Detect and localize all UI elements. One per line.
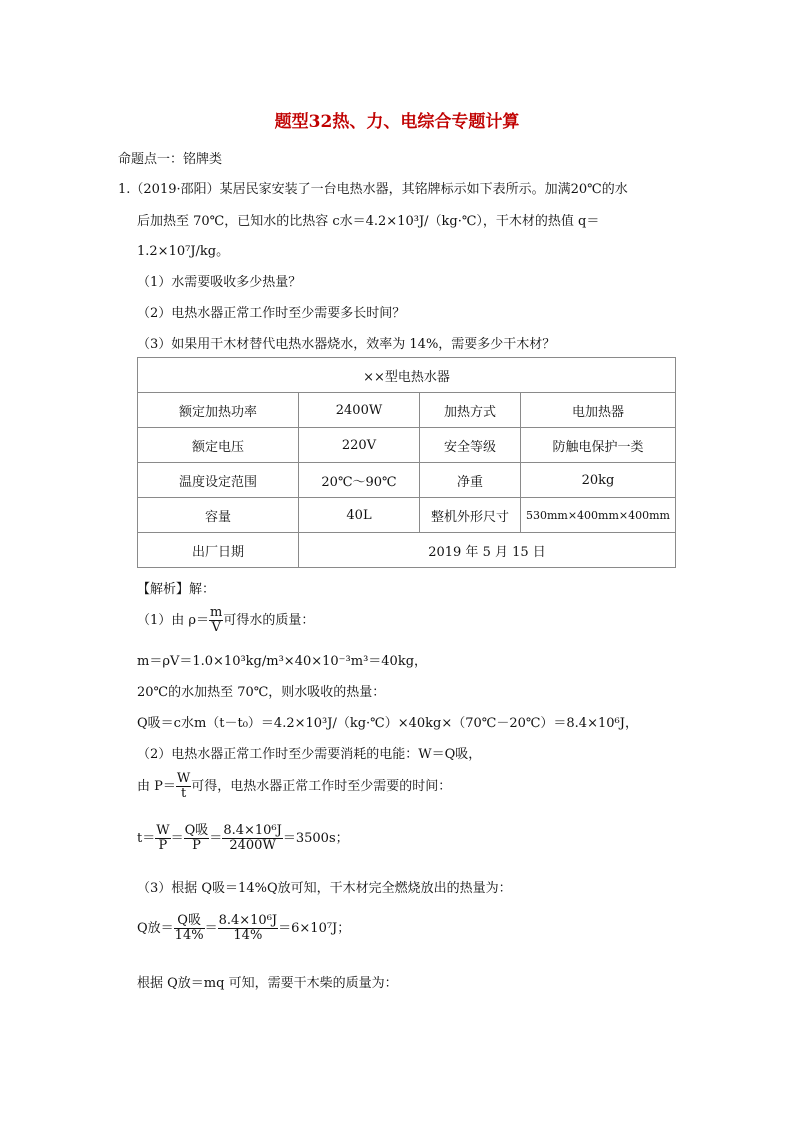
sub-question-1: （1）水需要吸收多少热量？ bbox=[137, 275, 302, 290]
solution-p1-prefix: （1）由 ρ＝ bbox=[137, 613, 210, 628]
table-cell: 40L bbox=[299, 498, 420, 533]
fraction-denominator: t bbox=[180, 786, 187, 801]
equation-mass: m＝ρV＝1.0×10³kg/m³×40×10⁻³m³＝40kg， bbox=[137, 654, 428, 669]
solution-p4: 根据 Q放＝mq 可知，需要干木柴的质量为： bbox=[137, 976, 398, 991]
table-cell: 20℃～90℃ bbox=[299, 463, 420, 498]
fraction bbox=[184, 824, 210, 853]
table-cell: 额定加热功率 bbox=[138, 393, 299, 428]
question-number: 1. bbox=[118, 182, 131, 197]
page-title: 题型32热、力、电综合专题计算 bbox=[274, 112, 520, 132]
fraction-denominator: 2400W bbox=[229, 838, 276, 853]
table-row bbox=[138, 428, 676, 463]
question-line-3: 1.2×10⁷J/kg。 bbox=[137, 244, 230, 259]
solution-p1-suffix: 可得水的质量： bbox=[223, 613, 315, 628]
fraction-numerator: Q吸 bbox=[184, 823, 209, 838]
table-cell: 容量 bbox=[138, 498, 299, 533]
table-cell: 20kg bbox=[521, 463, 676, 498]
equation-result: ＝3500s； bbox=[282, 831, 349, 846]
equation-heat-released: Q放＝ $\frac{\text{Q吸}}{14\%}$ ＝ $\frac{\text{8.4×10⁶J}}{14\%}$ ＝6×10⁷J； bbox=[137, 913, 351, 943]
table-cell: 额定电压 bbox=[138, 428, 299, 463]
equation-result: ＝6×10⁷J； bbox=[278, 921, 351, 936]
sub-question-3: （3）如果用干木材替代电热水器烧水，效率为 14%，需要多少干木材？ bbox=[137, 337, 556, 352]
sub-question-2: （2）电热水器正常工作时至少需要多长时间？ bbox=[137, 306, 406, 321]
fraction-numerator: 8.4×10⁶J bbox=[223, 823, 282, 838]
table-cell: 防触电保护一类 bbox=[521, 428, 676, 463]
table-cell: 整机外形尺寸 bbox=[420, 498, 521, 533]
fraction-denominator: 14% bbox=[233, 928, 263, 943]
fraction-denominator: P bbox=[192, 838, 201, 853]
table-cell: 2019 年 5 月 15 日 bbox=[299, 533, 676, 568]
table-row bbox=[138, 533, 676, 568]
fraction bbox=[174, 914, 205, 943]
fraction-denominator: V bbox=[211, 620, 221, 635]
question-line-2: 后加热至 70℃，已知水的比热容 c水＝4.2×10³J/（kg·℃），干木材的热值 q＝ bbox=[137, 214, 600, 229]
solution-p2b bbox=[137, 772, 451, 801]
table-cell: 2400W bbox=[299, 393, 420, 428]
solution-header: 【解析】解： bbox=[137, 582, 216, 597]
table-cell: 安全等级 bbox=[420, 428, 521, 463]
table-cell: 出厂日期 bbox=[138, 533, 299, 568]
fraction bbox=[218, 914, 279, 943]
section-heading: 命题点一：铭牌类 bbox=[118, 152, 223, 167]
solution-p3: （3）根据 Q吸＝14%Q放可知，干木材完全燃烧放出的热量为： bbox=[137, 881, 512, 896]
fraction-denominator: 14% bbox=[174, 928, 204, 943]
solution-p2b-prefix: 由 P＝ bbox=[137, 779, 176, 794]
density-fraction bbox=[209, 606, 223, 635]
fraction bbox=[222, 824, 283, 853]
table-cell: 电加热器 bbox=[521, 393, 676, 428]
question-line-1 bbox=[118, 178, 628, 197]
fraction-numerator: m bbox=[210, 605, 223, 620]
fraction-numerator: W bbox=[176, 771, 191, 786]
equation-lhs: t＝ bbox=[137, 831, 156, 846]
fraction bbox=[155, 824, 170, 853]
question-text-1: （2019·邵阳）某居民家安装了一台电热水器，其铭牌标示如下表所示。加满20℃的水 bbox=[130, 182, 628, 197]
table-cell: 净重 bbox=[420, 463, 521, 498]
table-row bbox=[138, 498, 676, 533]
table-cell: 530mm×400mm×400mm bbox=[521, 498, 676, 533]
fraction-denominator: P bbox=[158, 838, 168, 853]
table-row bbox=[138, 463, 676, 498]
fraction-numerator: Q吸 bbox=[174, 914, 205, 929]
heat-intro: 20℃的水加热至 70℃，则水吸收的热量： bbox=[137, 685, 386, 700]
power-fraction bbox=[176, 772, 191, 801]
table-cell: 220V bbox=[299, 428, 420, 463]
table-title: ××型电热水器 bbox=[138, 358, 676, 393]
table-cell: 温度设定范围 bbox=[138, 463, 299, 498]
fraction-numerator: W bbox=[156, 823, 170, 838]
equation-lhs: Q放＝ bbox=[137, 921, 174, 936]
solution-p2: （2）电热水器正常工作时至少需要消耗的电能：W＝Q吸， bbox=[137, 747, 482, 762]
table-row bbox=[138, 393, 676, 428]
solution-p2b-suffix: 可得，电热水器正常工作时至少需要的时间： bbox=[191, 779, 452, 794]
equation-heat: Q吸＝c水m（t－t₀）＝4.2×10³J/（kg·℃）×40kg×（70℃－20℃）＝8.4×10⁶J， bbox=[137, 716, 638, 731]
table-cell: 加热方式 bbox=[420, 393, 521, 428]
equation-time: t＝ $\frac{W}{P}$ ＝ $\frac{\text{Q吸}}{P}$ ＝ $\frac{\text{8.4×10⁶J}}{2400W}$ ＝3500s； bbox=[137, 823, 349, 853]
spec-table bbox=[137, 357, 676, 568]
solution-p1 bbox=[137, 606, 314, 635]
fraction-numerator: 8.4×10⁶J bbox=[218, 913, 278, 928]
